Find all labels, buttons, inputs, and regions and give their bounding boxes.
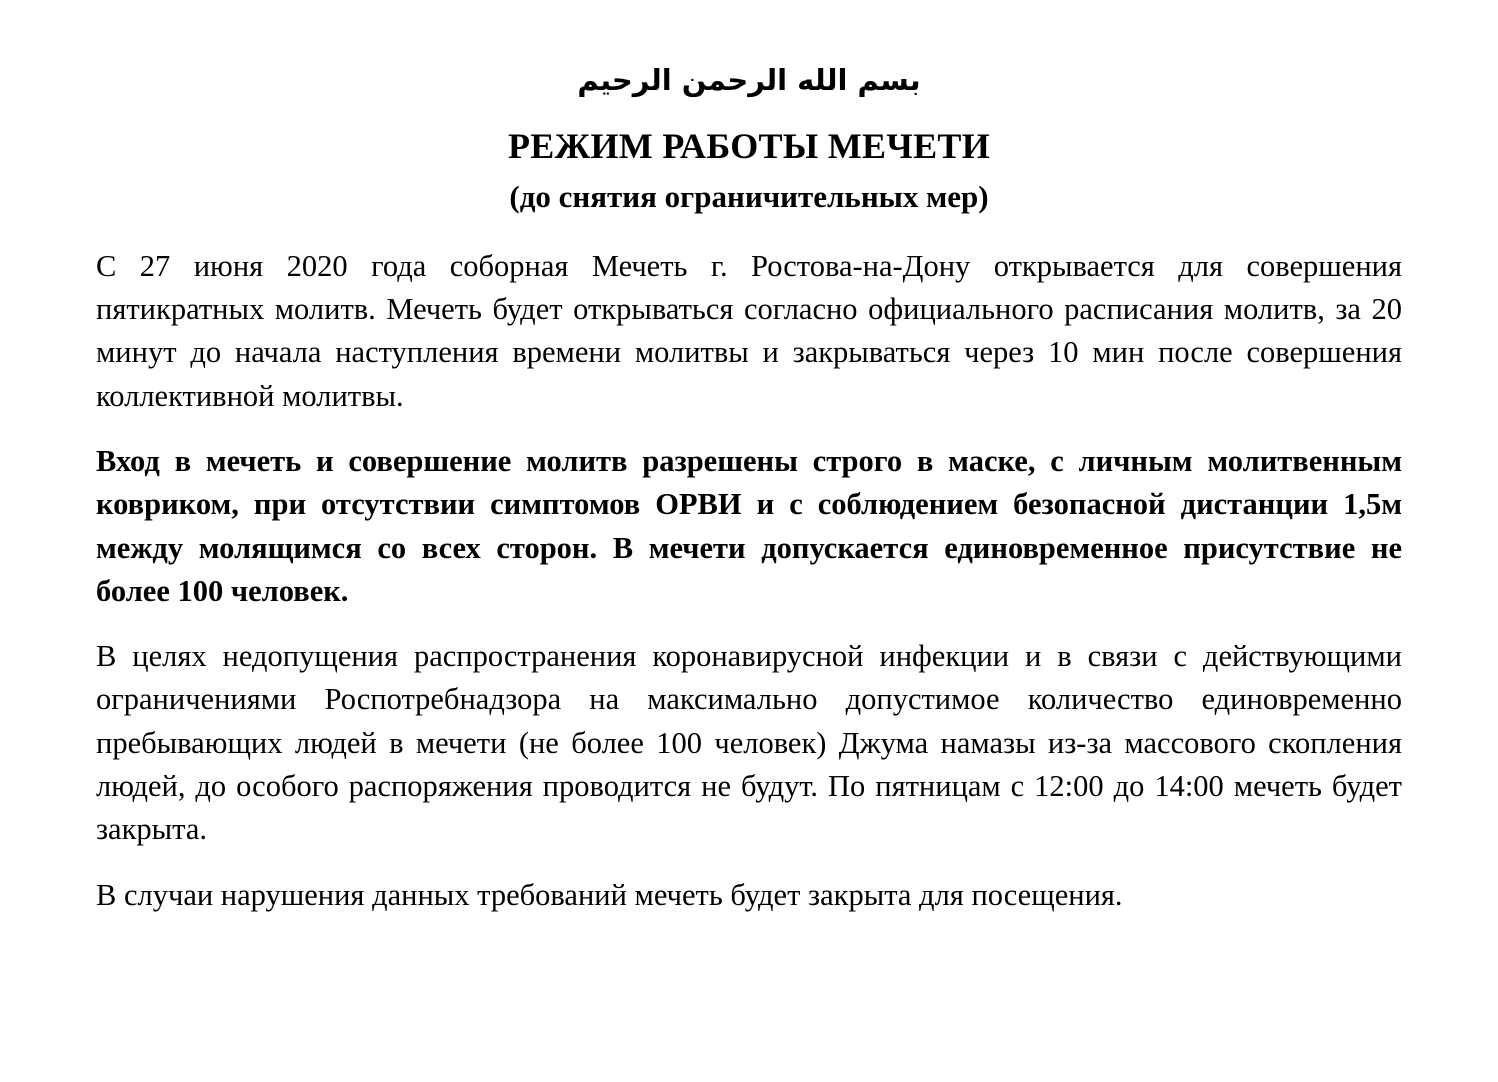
paragraph-opening-hours: С 27 июня 2020 года соборная Мечеть г. Ростова-на-Дону открывается для совершения пятикратных молитв. Мечеть будет открываться согласно официального расписания молитв, за 20 минут до начала наступления времени молитвы и закрываться через 10 мин после совершения коллективной молитвы. xyxy=(96,248,1402,413)
paragraph-entry-rules: Вход в мечеть и совершение молитв разрешены строго в маске, с личным молитвенным ковриком, при отсутствии симптомов ОРВИ и с соблюдением безопасной дистанции 1,5м между молящимся со всех сторон. В мечети допускается единовременное присутствие не более 100 человек. xyxy=(96,443,1402,608)
page-title: РЕЖИМ РАБОТЫ МЕЧЕТИ xyxy=(507,125,990,166)
paragraph-jumua-restrictions: В целях недопущения распространения коронавирусной инфекции и в связи с действующими ограничениями Роспотребнадзора на максимально допустимое количество единовременно пребывающих людей в мечети (не более 100 человек) Джума намазы из-за массового скопления людей, до особого распоряжения проводится не будут. По пятницам с 12:00 до 14:00 мечеть будет закрыта. xyxy=(96,639,1402,847)
basmala-heading: بسم الله الرحمن الرحيم xyxy=(577,63,921,97)
page-subtitle: (до снятия ограничительных мер) xyxy=(509,179,989,215)
paragraph-violation-warning: В случаи нарушения данных требований мечеть будет закрыта для посещения. xyxy=(96,877,1123,912)
